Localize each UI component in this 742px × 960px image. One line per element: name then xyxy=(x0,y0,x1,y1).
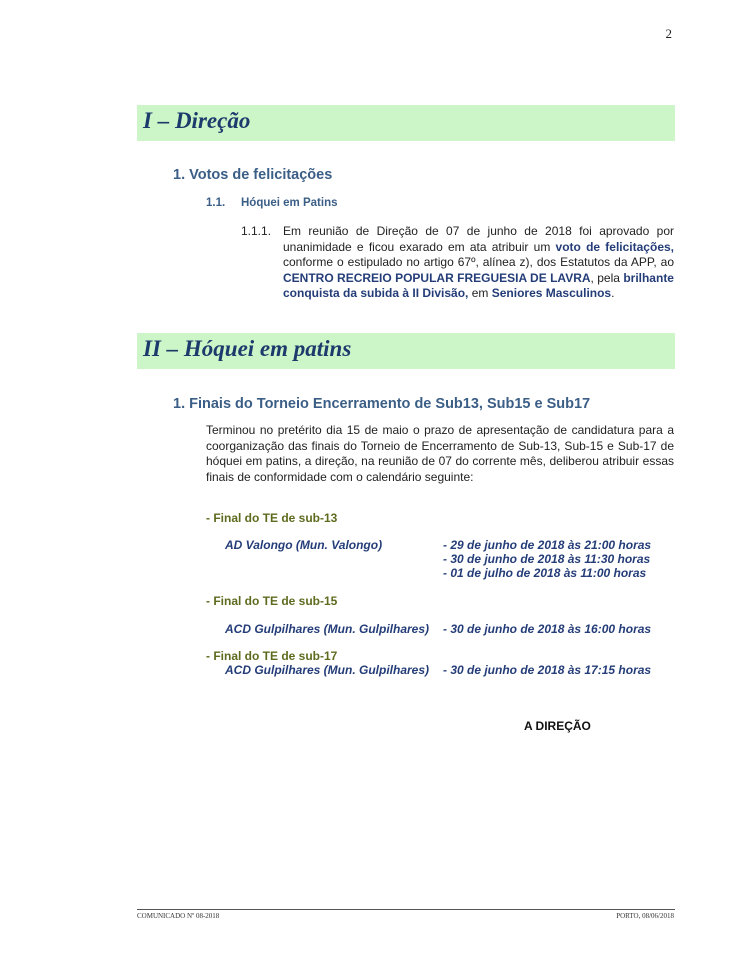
item-number: 1.1.1. xyxy=(241,224,272,238)
footer-left: COMUNICADO Nº 08-2018 xyxy=(137,912,220,920)
finals-heading: 1. Finais do Torneio Encerramento de Sub13, Sub15 e Sub17 xyxy=(173,396,591,412)
subheading-number: 1.1. xyxy=(206,197,226,209)
final-sub17-date-1: - 30 de junho de 2018 às 17:15 horas xyxy=(443,663,652,677)
final-sub15-date-1: - 30 de junho de 2018 às 16:00 horas xyxy=(443,622,652,636)
para-text-4: em xyxy=(468,286,492,300)
votes-heading: 1. Votos de felicitações xyxy=(173,167,333,183)
para-bold-4: Seniores Masculinos xyxy=(491,286,612,300)
section-1-title: I – Direção xyxy=(143,108,251,133)
section-1-banner xyxy=(137,105,675,141)
section-2-title: II – Hóquei em patins xyxy=(143,336,352,361)
para-text-3: , pela xyxy=(590,270,624,285)
para-text-5: . xyxy=(611,286,615,300)
subheading-text: Hóquei em Patins xyxy=(241,197,338,209)
para-bold-3: brilhante conquista da subida à II Divisão, xyxy=(283,270,674,300)
congratulations-paragraph xyxy=(283,224,674,302)
signature: A DIREÇÃO xyxy=(524,719,591,733)
footer-divider xyxy=(137,909,675,910)
final-sub13-date-1: - 29 de junho de 2018 às 21:00 horas xyxy=(443,538,652,552)
para-bold-2: CENTRO RECREIO POPULAR FREGUESIA DE LAVRA xyxy=(283,270,591,285)
final-sub13-date-2: - 30 de junho de 2018 às 11:30 horas xyxy=(443,552,651,566)
final-sub13-label: - Final do TE de sub-13 xyxy=(206,511,338,525)
final-sub13-date-3: - 01 de julho de 2018 às 11:00 horas xyxy=(443,566,647,580)
final-sub17-club: ACD Gulpilhares (Mun. Gulpilhares) xyxy=(225,663,430,677)
para-text-1: Em reunião de Direção de 07 de junho de 2018 foi aprovado por unanimidade e ficou exarado em ata atribuir um xyxy=(283,224,674,254)
final-sub15-label: - Final do TE de sub-15 xyxy=(206,594,338,608)
footer-right: PORTO, 08/06/2018 xyxy=(616,912,674,920)
para-text-2: conforme o estipulado no artigo 67º, alínea z), dos Estatutos da APP, ao xyxy=(283,255,674,269)
section-2-banner xyxy=(137,333,675,369)
finals-intro-paragraph: Terminou no pretérito dia 15 de maio o prazo de apresentação de candidatura para a coorganização das finais do Torneio de Encerramento de Sub-13, Sub-15 e Sub-17 de hóquei em patins, a direção, na reunião de 07 do corrente mês, deliberou atribuir essas finais de conformidade com o calendário seguinte: xyxy=(206,423,674,484)
final-sub15-club: ACD Gulpilhares (Mun. Gulpilhares) xyxy=(225,622,430,636)
final-sub17-label: - Final do TE de sub-17 xyxy=(206,649,338,663)
final-sub13-club: AD Valongo (Mun. Valongo) xyxy=(225,538,383,552)
para-bold-1: voto de felicitações, xyxy=(555,239,674,254)
page-number: 2 xyxy=(665,26,672,41)
